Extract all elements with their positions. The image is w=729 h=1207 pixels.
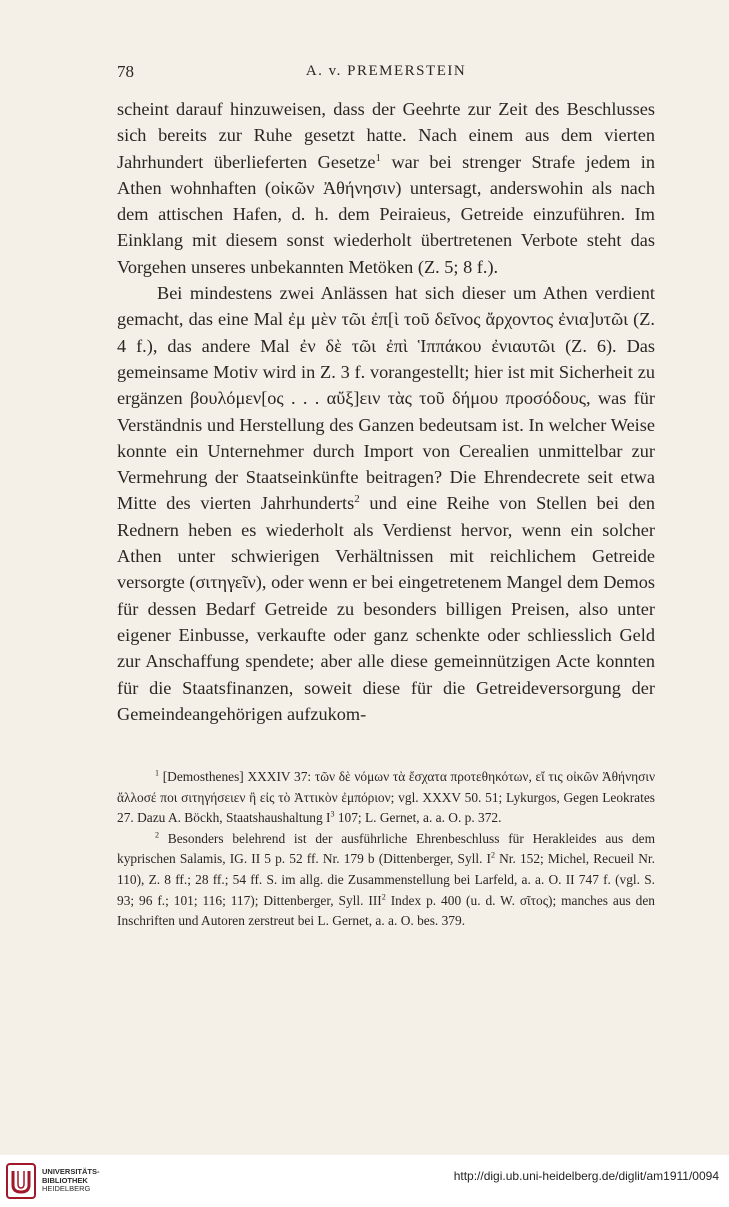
footnote-ref-1[interactable]: 1 [375, 151, 381, 164]
library-logo-icon[interactable] [6, 1163, 36, 1199]
footnote-mark-2: 2 [155, 830, 160, 840]
paragraph-2: Bei mindestens zwei Anlässen hat sich dieser um Athen verdient gemacht, das eine Mal ἐμ μὲν τῶι ἐπ[ὶ τοῦ δεῖνος ἄρχοντος ἐνια]υτῶι (Z. 4 f.), das andere Mal ἐν δὲ τῶι ἐπὶ Ἱππάκου ἐνιαυτῶι (Z. 6). Das gemeinsame Motiv wird in Z. 3 f. vorangestellt; hier ist mit Sicherheit zu ergänzen βουλόμεν[ος . . . αὔξ]ειν τὰς τοῦ δήμου προσόδους, was für Verständnis und Herstellung des Ganzen bedeutsam ist. In welcher Weise konnte ein Unternehmer durch Import von Cerealien unmittelbar zur Vermehrung der Staatseinkünfte beitragen? Die Ehrendecrete seit etwa Mitte des vierten Jahrhunderts$^2$ und eine Reihe von Stellen bei den Rednern heben es wiederholt als Verdienst hervor, wenn ein solcher Athen unter schwierigen Verhältnissen mit reichlichem Getreide versorgte (σιτηγεῖν), oder wenn er bei eingetretenem Mangel dem Demos für dessen Bedarf Getreide zu besonders billigen Preisen, also unter eigener Einbusse, verkaufte oder ganz schenkte oder schliesslich Geld zur Anschaffung spendete; aber alle diese gemeinnützigen Acte konnten für die Staatsfinanzen, soweit diese für die Getreideversorgung der Gemeindeangehörigen aufzukom- [117, 283, 655, 724]
footnotes [117, 767, 655, 932]
footnote-1: $^1$ [Demosthenes] XXXIV 37: τῶν δὲ νόμων τὰ ἔσχατα προτεθηκότων, εἴ τις οἰκῶν Ἀθήνησιν ἄλλοσέ ποι σιτηγήσειεν ἢ εἰς τὸ Ἀττικὸν ἐμπόριον; vgl. XXXV 50. 51; Lykurgos, Gegen Leokrates 27. Dazu A. Böckh, Staatshaushaltung $I^3$ 107; L. Gernet, a. a. O. p. 372. [117, 768, 655, 826]
body-text [117, 96, 655, 727]
page-number: 78 [117, 62, 134, 81]
running-head: A. v. PREMERSTEIN [305, 63, 467, 79]
footer-bar [0, 1155, 729, 1207]
source-url-link[interactable]: http://digi.ub.uni-heidelberg.de/diglit/am1911/0094 [453, 1169, 719, 1183]
library-name: UNIVERSITÄTS- BIBLIOTHEK HEIDELBERG [42, 1167, 100, 1193]
footnote-2: $^2$ Besonders belehrend ist der ausführliche Ehrenbeschluss für Herakleides aus dem kyprischen Salamis, IG. II 5 p. 52 ff. Nr. 179 b (Dittenberger, Syll. $I^2$ Nr. 152; Michel, Recueil Nr. 110), Z. 8 ff.; 28 ff.; 54 ff. S. im allg. die Zusammenstellung bei Larfeld, a. a. O. II 747 f. (vgl. S. 93; 96 f.; 101; 116; 117); Dittenberger, Syll. III$^2$ Index p. 400 (u. d. W. σῖτος); manches aus den Inschriften und Autoren zerstreut bei L. Gernet, a. a. O. bes. 379. [117, 830, 655, 929]
footnote-mark-1: 1 [155, 768, 160, 778]
paragraph-1: scheint darauf hinzuweisen, dass der Geehrte zur Zeit des Beschlusses sich bereits zur Ruhe gesetzt hatte. Nach einem aus dem vierten Jahrhundert überlieferten Gesetze$^1$ war bei strenger Strafe jedem in Athen wohnhaften (οἰκῶν Ἀθήνησιν) untersagt, anderswohin als nach dem attischen Hafen, d. h. dem Peiraieus, Getreide einzuführen. Im Einklang mit diesem sonst wiederholt übertretenen Verbote steht das Vorgehen unseres unbekannten Metöken (Z. 5; 8 f.). [117, 99, 655, 277]
footnote-ref-2[interactable]: 2 [354, 493, 360, 506]
page-header [117, 62, 655, 86]
